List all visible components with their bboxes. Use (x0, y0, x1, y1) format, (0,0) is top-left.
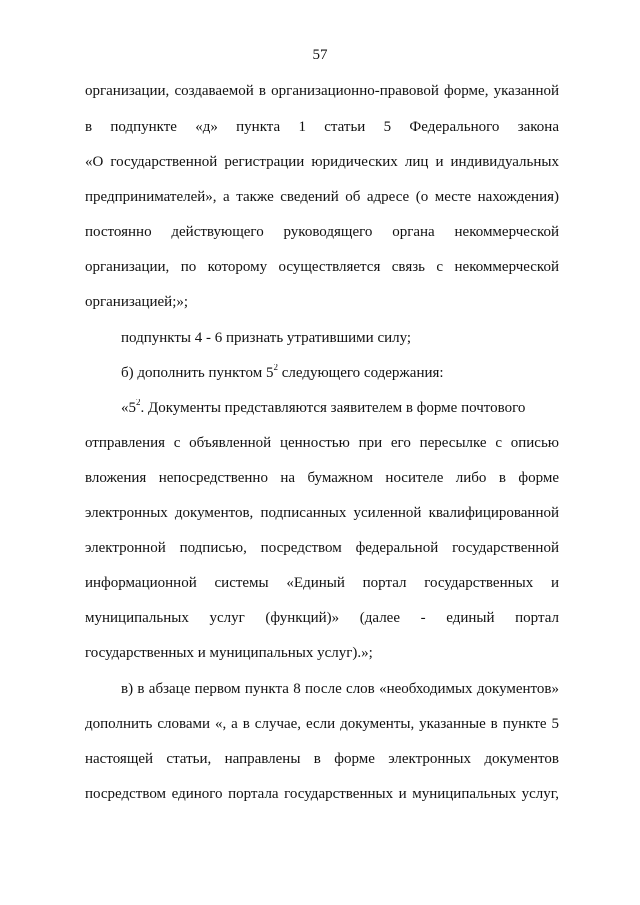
text-line-10-b: . Документы представляются заявителем в форме почтового (140, 400, 526, 416)
text-line-3: «О государственной регистрации юридических лиц и индивидуальных (85, 154, 559, 170)
text-line-6: организации, по которому осуществляется связь с некоммерческой (85, 259, 559, 275)
page-number: 57 (312, 47, 328, 63)
text-line-7: организацией;»; (85, 294, 189, 310)
text-line-14: электронной подписью, посредством федеральной государственной (85, 540, 559, 556)
text-line-16: муниципальных услуг (функций)» (далее - единый портал (85, 610, 559, 626)
text-line-11: отправления с объявленной ценностью при его пересылке с описью (85, 435, 559, 451)
superscript-2: 2 (136, 399, 141, 407)
text-line-4: предпринимателей», а также сведений об адресе (о месте нахождения) (85, 189, 559, 205)
text-line-17: государственных и муниципальных услуг).»; (85, 645, 373, 661)
text-line-9-b: следующего содержания: (277, 365, 444, 381)
text-line-1: организации, создаваемой в организационно-правовой форме, указанной (85, 83, 559, 99)
superscript-2: 2 (273, 364, 278, 372)
text-line-8: подпункты 4 - 6 признать утратившими силу; (121, 330, 412, 346)
text-line-9 (121, 364, 559, 382)
text-line-5: постоянно действующего руководящего органа некоммерческой (85, 224, 559, 240)
text-line-15: информационной системы «Единый портал государственных и (85, 575, 559, 591)
text-line-20: настоящей статьи, направлены в форме электронных документов (85, 751, 559, 767)
text-line-10-a: «5 (121, 400, 136, 416)
text-line-2: в подпункте «д» пункта 1 статьи 5 Федерального закона (85, 119, 559, 135)
text-line-9-a: б) дополнить пунктом 5 (121, 365, 274, 381)
text-line-19: дополнить словами «, а в случае, если документы, указанные в пункте 5 (85, 716, 559, 732)
text-line-21: посредством единого портала государственных и муниципальных услуг, (85, 786, 559, 802)
text-line-12: вложения непосредственно на бумажном носителе либо в форме (85, 470, 559, 486)
text-line-18: в) в абзаце первом пункта 8 после слов «необходимых документов» (121, 681, 559, 697)
text-line-10 (121, 399, 559, 417)
text-line-13: электронных документов, подписанных усиленной квалифицированной (85, 505, 559, 521)
